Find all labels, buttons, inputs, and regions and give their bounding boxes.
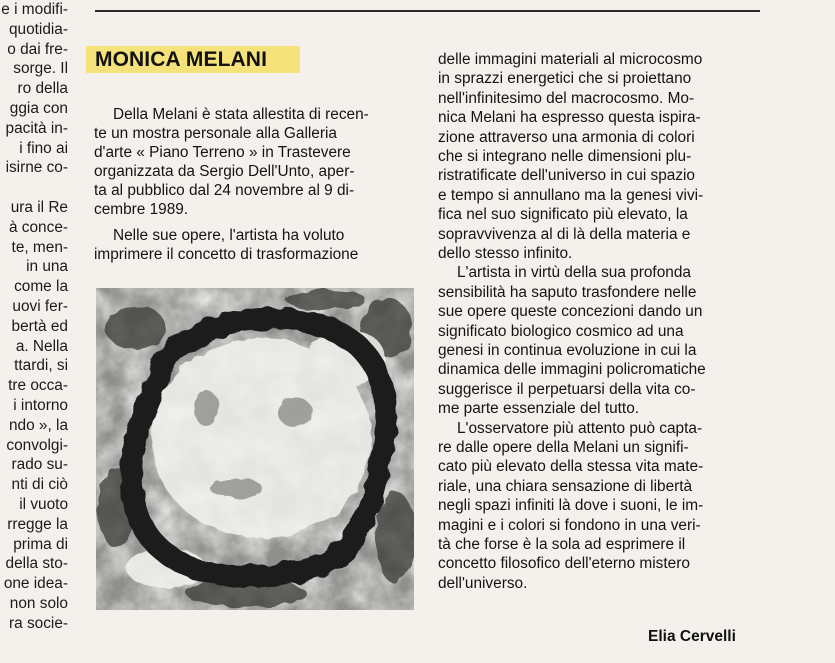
previous-article-line: ndo », la bbox=[8, 416, 68, 434]
previous-article-line: tre occa- bbox=[8, 377, 68, 395]
previous-article-line: o dai fre- bbox=[7, 40, 68, 58]
article-line: cembre 1989. bbox=[94, 201, 189, 218]
article-line: sue opere queste concezioni dando un bbox=[438, 303, 703, 321]
previous-article-line: ro della bbox=[17, 80, 68, 98]
previous-article-line: della sto- bbox=[5, 555, 68, 573]
article-line: suggerisce il perpetuarsi della vita co- bbox=[438, 380, 696, 398]
previous-article-line: te, men- bbox=[11, 238, 68, 256]
previous-article-line: convolgi- bbox=[6, 436, 68, 454]
article-line: te un mostra personale alla Galleria bbox=[94, 125, 337, 142]
article-line: delle immagini materiali al microcosmo bbox=[438, 51, 703, 68]
article-line: ristratificate dell'universo in cui spazio bbox=[438, 167, 695, 185]
previous-article-line: rado su- bbox=[11, 456, 68, 474]
previous-article-line: i fino ai bbox=[19, 139, 68, 157]
article-line: organizzata da Sergio Dell'Unto, aper- bbox=[94, 163, 355, 180]
previous-article-line: isirne co- bbox=[5, 159, 68, 177]
article-line: riale, una chiara sensazione di libertà bbox=[438, 477, 693, 495]
previous-article-line: rregge la bbox=[7, 515, 68, 533]
article-title: MONICA MELANI bbox=[95, 48, 268, 71]
artwork-image bbox=[96, 288, 414, 610]
previous-article-line: nti di ciò bbox=[11, 476, 68, 494]
previous-article-column bbox=[0, 0, 70, 663]
article-line: genesi in continua evoluzione in cui la bbox=[438, 342, 697, 359]
previous-article-line: uovi fer- bbox=[12, 298, 68, 315]
article-line: sopravvivenza al di là della materia e bbox=[438, 225, 691, 243]
previous-article-line: a. Nella bbox=[15, 337, 68, 355]
previous-article-line: ura il Re bbox=[10, 199, 68, 216]
article-line: dell'universo. bbox=[438, 574, 528, 592]
article-line: negli spazi infiniti là dove i suoni, le im- bbox=[438, 497, 704, 515]
previous-article-line: sorge. Il bbox=[13, 60, 68, 78]
previous-article-line: ggia con bbox=[9, 100, 68, 117]
previous-article-line: il vuoto bbox=[19, 496, 68, 513]
article-line: che si integrano nelle dimensioni plu- bbox=[438, 148, 692, 165]
previous-article-line: ttardi, si bbox=[14, 357, 68, 375]
article-line: dinamica delle immagini policromatiche bbox=[438, 361, 706, 379]
article-line: cato più elevato della stessa vita mate- bbox=[438, 458, 704, 476]
article-line: re dalle opere della Melani un signifi- bbox=[438, 439, 689, 456]
previous-article-line: bertà ed bbox=[11, 317, 68, 335]
article-line: ta al pubblico dal 24 novembre al 9 di- bbox=[94, 182, 355, 199]
previous-article-line: quotidia- bbox=[8, 20, 68, 38]
article-line: magini e i colori si fondono in una veri- bbox=[438, 516, 701, 534]
previous-article-line: in una bbox=[26, 258, 68, 276]
article-line: L'osservatore più attento può capta- bbox=[457, 419, 703, 437]
article-line: in sprazzi energetici che si proiettano bbox=[438, 70, 692, 88]
previous-article-line: come la bbox=[14, 278, 68, 296]
article-line: imprimere il concetto di trasformazione bbox=[94, 246, 359, 263]
previous-article-line: ra socie- bbox=[8, 614, 68, 632]
article-line: L'artista in virtù della sua profonda bbox=[457, 264, 691, 282]
previous-article-line: e i modifi- bbox=[1, 1, 68, 18]
article-line: fica nel suo significato più elevato, la bbox=[438, 206, 688, 224]
article-line: Della Melani è stata allestita di recen- bbox=[113, 106, 369, 123]
article-line: concetto filosofico dell'eterno mistero bbox=[438, 555, 690, 573]
article-line: dello stesso infinito. bbox=[438, 245, 573, 262]
previous-article-line: à conce- bbox=[8, 218, 68, 236]
article-line: nell'infinitesimo del macrocosmo. Mo- bbox=[438, 89, 695, 107]
previous-article-line: i intorno bbox=[13, 397, 68, 414]
article-line: significato biologico cosmico ad una bbox=[438, 322, 684, 340]
article-line: zione attraverso una armonia di colori bbox=[438, 128, 695, 146]
artwork-drawing bbox=[96, 288, 414, 610]
article-line: sensibilità ha saputo trasfondere nelle bbox=[438, 283, 697, 301]
previous-article-line: prima di bbox=[13, 535, 68, 553]
article-line: e tempo si annullano ma la genesi vivi- bbox=[438, 186, 704, 204]
article-line: Nelle sue opere, l'artista ha voluto bbox=[113, 227, 345, 244]
article-line: d'arte « Piano Terreno » in Trastevere bbox=[94, 144, 351, 161]
previous-article-line: pacità in- bbox=[5, 119, 68, 137]
author-signature: Elia Cervelli bbox=[648, 628, 736, 645]
article-line: nica Melani ha espresso questa ispira- bbox=[438, 109, 701, 127]
previous-article-line: one idea- bbox=[3, 575, 68, 593]
article-line: tà che forse è la sola ad esprimere il bbox=[438, 536, 686, 553]
article-line: me parte essenziale del tutto. bbox=[438, 400, 640, 418]
previous-article-line: non solo bbox=[9, 595, 68, 612]
top-rule bbox=[95, 10, 760, 12]
